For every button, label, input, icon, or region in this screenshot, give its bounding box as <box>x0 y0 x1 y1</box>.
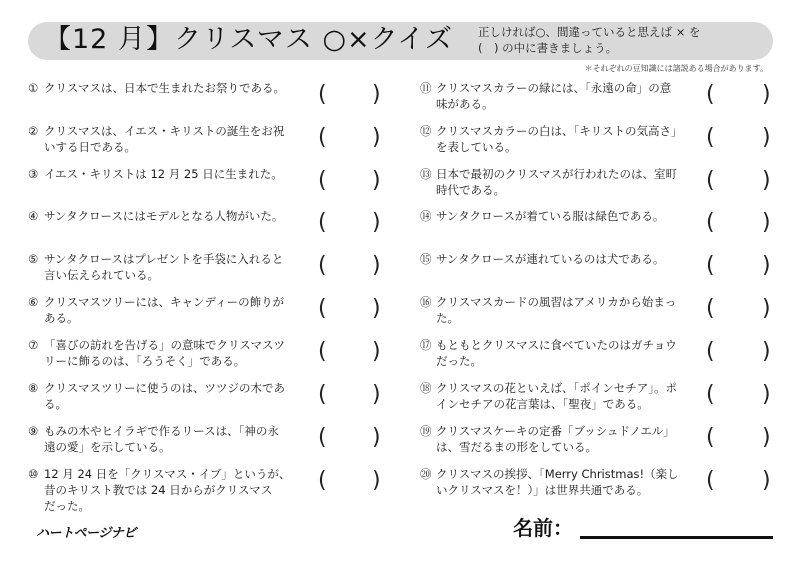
answer-paren-open: ( <box>318 125 327 150</box>
answer-paren-close: ) <box>372 468 381 493</box>
answer-field[interactable] <box>718 170 762 194</box>
question-number: ⑲ <box>420 424 432 438</box>
quiz-question <box>420 208 705 250</box>
answer-paren-close: ) <box>762 296 771 321</box>
answer-paren-close: ) <box>372 82 381 107</box>
instructions <box>478 24 700 56</box>
question-number: ③ <box>28 167 39 181</box>
quiz-question <box>28 80 313 122</box>
quiz-question <box>420 80 705 122</box>
question-text: クリスマスカラーの緑には、「永遠の命」の意 味がある。 <box>436 81 672 111</box>
answer-paren-close: ) <box>762 82 771 107</box>
question-text: クリスマスは、日本で生まれたお祭りである。 <box>44 81 286 95</box>
answer-paren-open: ( <box>706 382 715 407</box>
answer-paren-close: ) <box>762 339 771 364</box>
quiz-question <box>28 423 313 465</box>
answer-field[interactable] <box>718 212 762 236</box>
quiz-question <box>420 466 705 508</box>
answer-paren-open: ( <box>706 339 715 364</box>
quiz-question <box>28 337 313 379</box>
disclaimer-note: ＊それぞれの豆知識には諸説ある場合があります。 <box>584 64 768 73</box>
question-text: 「喜びの訪れを告げる」の意味でクリスマスツ リーに飾るのは、「ろうそく」である。 <box>44 338 286 368</box>
answer-paren-open: ( <box>318 425 327 450</box>
answer-paren-open: ( <box>706 425 715 450</box>
answer-paren-open: ( <box>318 468 327 493</box>
question-text: 12 月 24 日を「クリスマス・イブ」というが、 昔のキリスト教では 24 日からがクリスマス だった。 <box>44 467 291 513</box>
question-text: クリスマスケーキの定番「ブッシュドノエル」 は、雪だるまの形をしている。 <box>436 424 675 454</box>
answer-paren-close: ) <box>762 425 771 450</box>
question-text: クリスマスツリーに使うのは、ツツジの木であ る。 <box>44 381 286 411</box>
answer-field[interactable] <box>718 84 762 108</box>
answer-field[interactable] <box>718 255 762 279</box>
answer-paren-close: ) <box>372 168 381 193</box>
question-text: クリスマスカラーの白は、「キリストの気高さ」 を表している。 <box>436 124 683 154</box>
answer-paren-close: ) <box>372 382 381 407</box>
answer-paren-close: ) <box>762 253 771 278</box>
answer-paren-open: ( <box>318 296 327 321</box>
question-text: サンタクロースはプレゼントを手袋に入れると 言い伝えられている。 <box>44 252 284 282</box>
answer-field[interactable] <box>330 170 372 194</box>
question-number: ⑯ <box>420 295 432 309</box>
answer-field[interactable] <box>330 341 372 365</box>
question-number: ⑭ <box>420 209 432 223</box>
question-number: ⑪ <box>420 81 432 95</box>
answer-field[interactable] <box>330 255 372 279</box>
quiz-question <box>420 380 705 422</box>
question-number: ④ <box>28 209 39 223</box>
question-number: ⑬ <box>420 167 432 181</box>
quiz-question <box>420 294 705 336</box>
question-text: クリスマスツリーには、キャンディーの飾りが ある。 <box>44 295 285 325</box>
answer-paren-open: ( <box>706 125 715 150</box>
answer-field[interactable] <box>330 470 372 494</box>
answer-field[interactable] <box>718 127 762 151</box>
answer-field[interactable] <box>330 212 372 236</box>
question-text: サンタクロースが連れているのは犬である。 <box>436 252 665 266</box>
question-number: ⑥ <box>28 295 39 309</box>
quiz-question <box>28 380 313 422</box>
answer-paren-open: ( <box>318 253 327 278</box>
brand-logo: ハートページナビ <box>36 526 136 541</box>
answer-field[interactable] <box>330 384 372 408</box>
question-number: ⑧ <box>28 381 39 395</box>
answer-field[interactable] <box>330 427 372 451</box>
answer-field[interactable] <box>330 84 372 108</box>
answer-paren-open: ( <box>706 253 715 278</box>
instruction-line-1: 正しければ○、間違っていると思えば × を <box>478 25 701 39</box>
question-text: 日本で最初のクリスマスが行われたのは、室町 時代である。 <box>436 167 678 197</box>
question-text: もともとクリスマスに食べていたのはガチョウ だった。 <box>436 338 677 368</box>
question-number: ② <box>28 124 39 138</box>
answer-field[interactable] <box>330 127 372 151</box>
answer-paren-open: ( <box>318 210 327 235</box>
question-number: ⑨ <box>28 424 39 438</box>
quiz-question <box>420 251 705 293</box>
answer-paren-close: ) <box>762 382 771 407</box>
answer-paren-open: ( <box>706 168 715 193</box>
name-label: 名前： <box>513 516 573 540</box>
quiz-question <box>28 123 313 165</box>
answer-field[interactable] <box>718 341 762 365</box>
question-number: ⑱ <box>420 381 432 395</box>
question-number: ⑳ <box>420 467 432 481</box>
question-number: ① <box>28 81 39 95</box>
answer-paren-open: ( <box>706 82 715 107</box>
answer-paren-close: ) <box>372 296 381 321</box>
question-text: クリスマスの挨拶、「Merry Christmas!（楽し いクリスマスを！）」は世界共通である。 <box>436 467 679 497</box>
question-text: クリスマスの花といえば、「ポインセチア」。ポ インセチアの花言葉は、「聖夜」である。 <box>436 381 678 411</box>
answer-paren-open: ( <box>318 339 327 364</box>
answer-field[interactable] <box>718 384 762 408</box>
answer-paren-close: ) <box>762 125 771 150</box>
question-text: クリスマスは、イエス・キリストの誕生をお祝 いする日である。 <box>44 124 285 154</box>
answer-paren-close: ) <box>372 253 381 278</box>
quiz-question <box>28 294 313 336</box>
answer-paren-close: ) <box>372 210 381 235</box>
question-number: ⑫ <box>420 124 432 138</box>
instruction-line-2: ( ) の中に書きましょう。 <box>478 41 618 55</box>
question-number: ⑤ <box>28 252 39 266</box>
quiz-question <box>420 123 705 165</box>
quiz-question <box>420 166 705 208</box>
answer-paren-open: ( <box>706 296 715 321</box>
name-write-line[interactable] <box>580 536 773 539</box>
answer-paren-open: ( <box>318 168 327 193</box>
answer-field[interactable] <box>330 298 372 322</box>
question-number: ⑰ <box>420 338 432 352</box>
question-number: ⑮ <box>420 252 432 266</box>
answer-paren-close: ) <box>372 339 381 364</box>
answer-field[interactable] <box>718 427 762 451</box>
answer-paren-close: ) <box>372 425 381 450</box>
question-text: クリスマスカードの風習はアメリカから始まっ た。 <box>436 295 677 325</box>
question-text: イエス・キリストは 12 月 25 日に生まれた。 <box>44 167 283 181</box>
question-text: サンタクロースが着ている服は緑色である。 <box>436 209 665 223</box>
answer-field[interactable] <box>718 298 762 322</box>
answer-field[interactable] <box>718 470 762 494</box>
answer-paren-close: ) <box>762 168 771 193</box>
page-title: 【12 月】クリスマス ○×クイズ <box>44 24 454 55</box>
quiz-question <box>28 166 313 208</box>
question-number: ⑩ <box>28 467 39 481</box>
quiz-question <box>420 423 705 465</box>
answer-paren-close: ) <box>762 210 771 235</box>
answer-paren-open: ( <box>706 210 715 235</box>
quiz-question <box>28 208 313 250</box>
answer-paren-close: ) <box>372 125 381 150</box>
quiz-question <box>420 337 705 379</box>
question-text: サンタクロースにはモデルとなる人物がいた。 <box>44 209 284 223</box>
answer-paren-open: ( <box>706 468 715 493</box>
question-text: もみの木やヒイラギで作るリースは、「神の永 遠の愛」を示している。 <box>44 424 279 454</box>
answer-paren-open: ( <box>318 382 327 407</box>
quiz-question <box>28 251 313 293</box>
answer-paren-close: ) <box>762 468 771 493</box>
answer-paren-open: ( <box>318 82 327 107</box>
quiz-question <box>28 466 313 513</box>
question-number: ⑦ <box>28 338 39 352</box>
